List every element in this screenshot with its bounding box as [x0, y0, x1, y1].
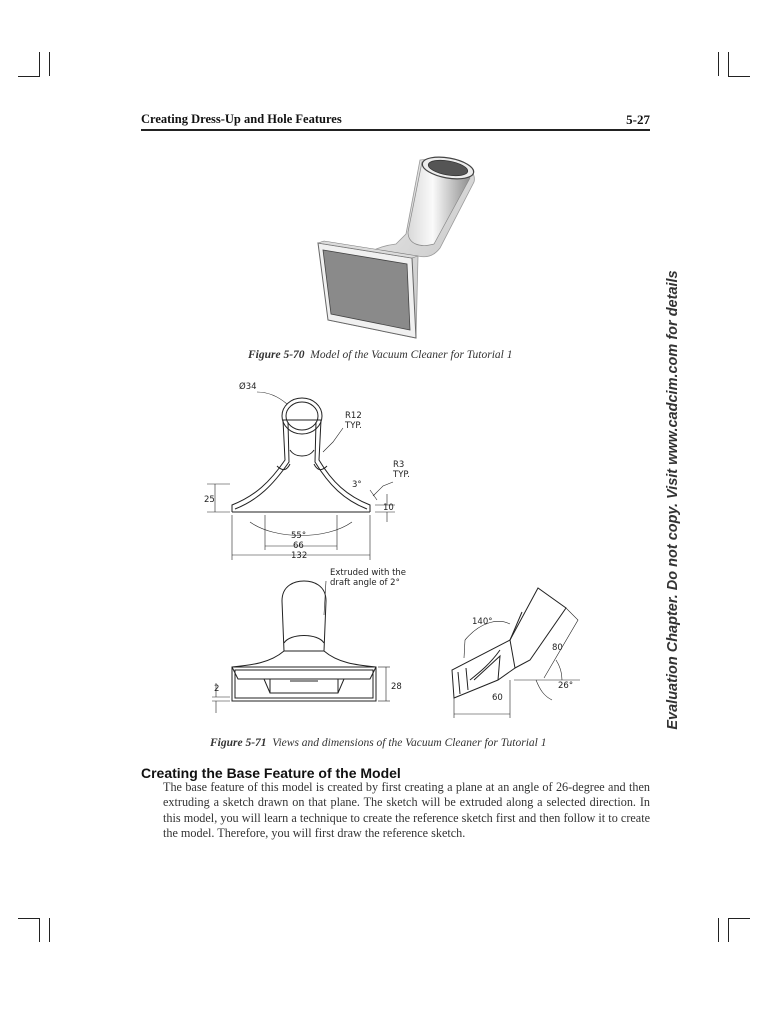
dim-r12: R12 [345, 411, 362, 421]
page-number: 5-27 [626, 112, 650, 127]
section-paragraph: The base feature of this model is created by first creating a plane at an angle of 26-degree and then extruding a sketch drawn on that plane. The sketch will be extruded along a selected direction. In this model, you will learn a technique to create the reference sketch first and then follow it to create the model. Therefore, you will first draw the reference sketch. [163, 780, 650, 841]
dim-r3-typ: TYP. [393, 470, 410, 480]
section-heading: Creating the Base Feature of the Model [141, 765, 401, 781]
top-view-drawing [195, 372, 425, 562]
dim-3-degree: 3° [352, 480, 362, 490]
dim-66: 66 [293, 541, 304, 551]
figure-5-71-text: Views and dimensions of the Vacuum Cleaner for Tutorial 1 [272, 737, 547, 749]
front-view-drawing [200, 563, 420, 723]
dim-r12-typ: TYP. [345, 421, 362, 431]
figure-5-71-caption [210, 737, 546, 749]
side-view-drawing [440, 580, 590, 720]
dim-60: 60 [492, 693, 503, 703]
vacuum-cleaner-3d-model [300, 148, 480, 343]
figure-5-70-caption [248, 349, 513, 361]
dim-80: 80 [552, 643, 563, 653]
dim-132: 132 [291, 551, 308, 561]
dim-26-degree: 26° [558, 681, 574, 691]
note-extruded-line1: Extruded with the [330, 568, 407, 578]
figure-5-70-label: Figure 5-70 [248, 349, 305, 361]
dim-140-degree: 140° [472, 617, 493, 627]
dim-55-degree: 55° [291, 531, 307, 541]
dim-10: 10 [383, 503, 394, 513]
dim-r3: R3 [393, 460, 405, 470]
dim-25: 25 [204, 495, 215, 505]
dim-diameter: Ø34 [239, 382, 257, 392]
evaluation-watermark: Evaluation Chapter. Do not copy. Visit www.cadcim.com for details [665, 270, 681, 730]
figure-5-71-label: Figure 5-71 [210, 737, 267, 749]
dim-28: 28 [391, 682, 402, 692]
figure-5-70-text: Model of the Vacuum Cleaner for Tutorial 1 [310, 349, 513, 361]
note-extruded-line2: draft angle of 2° [330, 578, 400, 588]
dim-2: 2 [214, 684, 220, 694]
header-rule [141, 129, 650, 131]
chapter-title: Creating Dress-Up and Hole Features [141, 112, 342, 126]
